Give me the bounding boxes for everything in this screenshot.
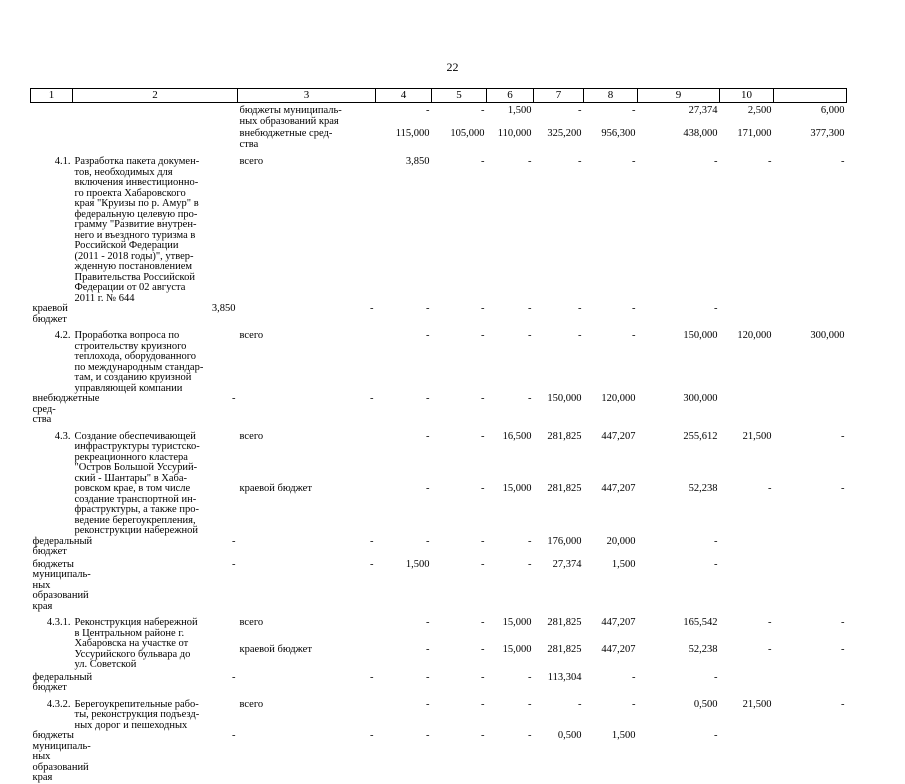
header-cell: 1	[31, 89, 73, 103]
value-cell: -	[528, 730, 532, 741]
value-cell: 105,000	[450, 128, 485, 139]
value-cell: -	[370, 303, 374, 314]
value-cell: 255,612	[683, 430, 718, 442]
item-code: 4.2.	[54, 330, 71, 341]
value-cell: 1,500	[507, 105, 532, 116]
value-cell: 281,825	[547, 644, 582, 656]
value-cell: -	[481, 430, 485, 442]
value-cell: 281,825	[547, 430, 582, 442]
value-cell: -	[528, 698, 532, 710]
funding-source: бюджеты муниципаль- ных образований края	[32, 730, 91, 783]
value-cell: -	[841, 644, 845, 656]
value-cell: -	[426, 671, 430, 683]
value-cell: -	[370, 393, 374, 404]
value-cell: 52,238	[688, 483, 718, 494]
value-cell: 150,000	[683, 330, 718, 341]
value-cell: -	[632, 330, 636, 341]
value-cell: 1,500	[611, 558, 636, 570]
header-cell	[774, 89, 847, 103]
table-row	[31, 618, 877, 643]
header-row	[31, 89, 877, 103]
table-body	[31, 89, 877, 784]
empty-cell	[31, 106, 73, 127]
value-cell: 377,300	[810, 128, 845, 139]
value-cell: -	[528, 671, 532, 683]
value-cell: -	[426, 730, 430, 741]
empty-cell	[73, 129, 238, 150]
value-cell: -	[481, 535, 485, 547]
funding-source: бюджеты муниципаль- ных образований края	[32, 558, 91, 612]
value-cell: 21,500	[742, 430, 772, 442]
value-cell: -	[632, 698, 636, 710]
value-cell: -	[232, 671, 236, 683]
value-cell: -	[841, 698, 845, 710]
value-cell: -	[481, 156, 485, 167]
item-code: 4.3.1.	[46, 617, 71, 628]
value-cell: 1,500	[611, 730, 636, 741]
value-cell: -	[481, 330, 485, 341]
value-cell: -	[578, 105, 582, 116]
value-cell: -	[481, 483, 485, 494]
value-cell: -	[426, 303, 430, 314]
value-cell: -	[481, 671, 485, 683]
funding-source: внебюджетные сред- ства	[32, 393, 100, 425]
value-cell: -	[481, 644, 485, 656]
value-cell: 2,500	[747, 105, 772, 116]
value-cell: -	[632, 303, 636, 314]
page-number: 22	[446, 60, 459, 74]
value-cell: -	[426, 644, 430, 656]
value-cell: -	[528, 303, 532, 314]
table-row	[31, 129, 877, 150]
item-name: Реконструкция набережной в Центральном районе г. Хабаровска на участке от Уссурийского бульвара до ул. Советской	[74, 617, 198, 670]
value-cell: -	[578, 698, 582, 710]
value-cell: -	[714, 535, 718, 547]
header-cell: 2	[73, 89, 238, 103]
value-cell: -	[714, 558, 718, 570]
value-cell: 21,500	[742, 698, 772, 710]
value-cell: -	[841, 430, 845, 442]
value-cell: -	[481, 303, 485, 314]
value-cell: -	[370, 671, 374, 683]
table-row	[31, 304, 877, 325]
value-cell: -	[578, 156, 582, 167]
empty-cell	[73, 106, 238, 127]
value-cell: 27,374	[688, 105, 718, 116]
table-row	[31, 394, 877, 426]
value-cell: 15,000	[502, 617, 532, 628]
value-cell: -	[528, 393, 532, 404]
value-cell: -	[426, 330, 430, 341]
funding-source: всего	[239, 330, 264, 341]
header-cell: 7	[534, 89, 584, 103]
item-name: Берегоукрепительные рабо- ты, реконструкция подъезд- ных дорог и пешеходных	[74, 698, 200, 731]
value-cell: -	[632, 156, 636, 167]
funding-source: всего	[239, 698, 264, 710]
value-cell: 110,000	[497, 128, 532, 139]
funding-source: всего	[239, 156, 264, 167]
funding-source: федеральный бюджет	[32, 535, 93, 557]
empty-cell	[31, 129, 73, 150]
table-row	[31, 157, 877, 302]
value-cell: -	[768, 156, 772, 167]
table-row	[31, 331, 877, 392]
value-cell: -	[528, 330, 532, 341]
item-code: 4.1.	[54, 156, 71, 167]
table-row	[31, 673, 877, 694]
value-cell: 120,000	[737, 330, 772, 341]
item-name: Создание обеспечивающей инфраструктуры туристско- рекреационного кластера "Остров Большой Уссурий- ский - Шантары" в Хаба- ровском крае, в том числе создание транспортной ин- фраструктуры, а также про- ведение берегоукрепления, реконструкции набережной	[74, 430, 200, 536]
value-cell: 3,850	[211, 303, 236, 314]
value-cell: -	[426, 430, 430, 442]
value-cell: -	[632, 671, 636, 683]
header-cell: 8	[584, 89, 638, 103]
value-cell: -	[841, 483, 845, 494]
funding-source: краевой бюджет	[239, 483, 312, 494]
value-cell: -	[232, 730, 236, 741]
value-cell: -	[481, 558, 485, 570]
value-cell: -	[232, 393, 236, 404]
table-row	[31, 106, 877, 127]
table-row	[31, 731, 877, 784]
value-cell: -	[481, 393, 485, 404]
header-cell: 10	[720, 89, 774, 103]
value-cell: 447,207	[601, 483, 636, 494]
funding-source: краевой бюджет	[32, 303, 68, 325]
header-cell: 9	[638, 89, 720, 103]
value-cell: 27,374	[552, 558, 582, 570]
funding-source: всего	[239, 617, 264, 628]
budget-table	[30, 88, 876, 784]
value-cell: -	[370, 535, 374, 547]
value-cell: -	[714, 730, 718, 741]
table-row	[31, 432, 877, 483]
value-cell: 113,304	[547, 671, 582, 683]
value-cell: 165,542	[683, 617, 718, 628]
table-row	[31, 700, 877, 730]
funding-source: федеральный бюджет	[32, 671, 93, 693]
value-cell: -	[768, 483, 772, 494]
value-cell: 150,000	[547, 393, 582, 404]
value-cell: 120,000	[601, 393, 636, 404]
value-cell: -	[370, 558, 374, 570]
value-cell: 15,000	[502, 483, 532, 494]
table-row	[31, 560, 877, 613]
value-cell: -	[481, 698, 485, 710]
value-cell: 325,200	[547, 128, 582, 139]
value-cell: -	[528, 156, 532, 167]
value-cell: -	[768, 644, 772, 656]
item-name: Разработка пакета докумен- тов, необходимых для включения инвестиционно- го проекта Хабаровского края "Круизы по р. Амур" в федеральную целевую про- грамму "Развитие внутрен- него и въездного туризма в Российской Федерации (2011 - 2018 годы)", утвер- жденную постановлением Правительства Российской Федерации от 02 августа 2011 г. № 644	[74, 156, 200, 304]
value-cell: 447,207	[601, 644, 636, 656]
value-cell: -	[714, 671, 718, 683]
funding-source: краевой бюджет	[239, 644, 312, 656]
funding-source: бюджеты муниципаль- ных образований края	[239, 105, 342, 127]
value-cell: 115,000	[395, 128, 430, 139]
value-cell: 6,000	[820, 105, 845, 116]
header-cell: 5	[432, 89, 487, 103]
value-cell: 3,850	[405, 156, 430, 167]
value-cell: 171,000	[737, 128, 772, 139]
value-cell: -	[768, 617, 772, 628]
header-cell: 3	[238, 89, 376, 103]
value-cell: 956,300	[601, 128, 636, 139]
value-cell: 281,825	[547, 617, 582, 628]
value-cell: 176,000	[547, 535, 582, 547]
value-cell: 52,238	[688, 644, 718, 656]
value-cell: -	[426, 483, 430, 494]
value-cell: -	[370, 730, 374, 741]
value-cell: -	[841, 156, 845, 167]
value-cell: -	[426, 535, 430, 547]
value-cell: -	[426, 617, 430, 628]
value-cell: 0,500	[557, 730, 582, 741]
value-cell: -	[426, 698, 430, 710]
table-row	[31, 537, 877, 558]
value-cell: -	[632, 105, 636, 116]
value-cell: 1,500	[405, 558, 430, 570]
value-cell: -	[578, 330, 582, 341]
funding-source: всего	[239, 430, 264, 442]
value-cell: -	[426, 105, 430, 116]
value-cell: -	[232, 558, 236, 570]
value-cell: -	[578, 303, 582, 314]
value-cell: 20,000	[606, 535, 636, 547]
item-code: 4.3.	[54, 430, 71, 442]
header-cell: 6	[487, 89, 534, 103]
value-cell: 0,500	[693, 698, 718, 710]
value-cell: 438,000	[683, 128, 718, 139]
value-cell: -	[481, 730, 485, 741]
value-cell: 16,500	[502, 430, 532, 442]
value-cell: -	[528, 558, 532, 570]
value-cell: -	[232, 535, 236, 547]
value-cell: -	[841, 617, 845, 628]
value-cell: -	[481, 105, 485, 116]
value-cell: -	[481, 617, 485, 628]
value-cell: -	[426, 393, 430, 404]
value-cell: 447,207	[601, 430, 636, 442]
funding-source: внебюджетные сред- ства	[239, 128, 333, 150]
value-cell: 281,825	[547, 483, 582, 494]
item-name: Проработка вопроса по строительству круизного теплохода, оборудованного по международным стандар- там, и созданию круизной управляющей компании	[74, 330, 204, 394]
value-cell: 15,000	[502, 644, 532, 656]
value-cell: 300,000	[810, 330, 845, 341]
header-cell: 4	[376, 89, 432, 103]
value-cell: -	[528, 535, 532, 547]
value-cell: 300,000	[683, 393, 718, 404]
value-cell: -	[714, 303, 718, 314]
item-code: 4.3.2.	[46, 698, 71, 710]
value-cell: 447,207	[601, 617, 636, 628]
value-cell: -	[714, 156, 718, 167]
